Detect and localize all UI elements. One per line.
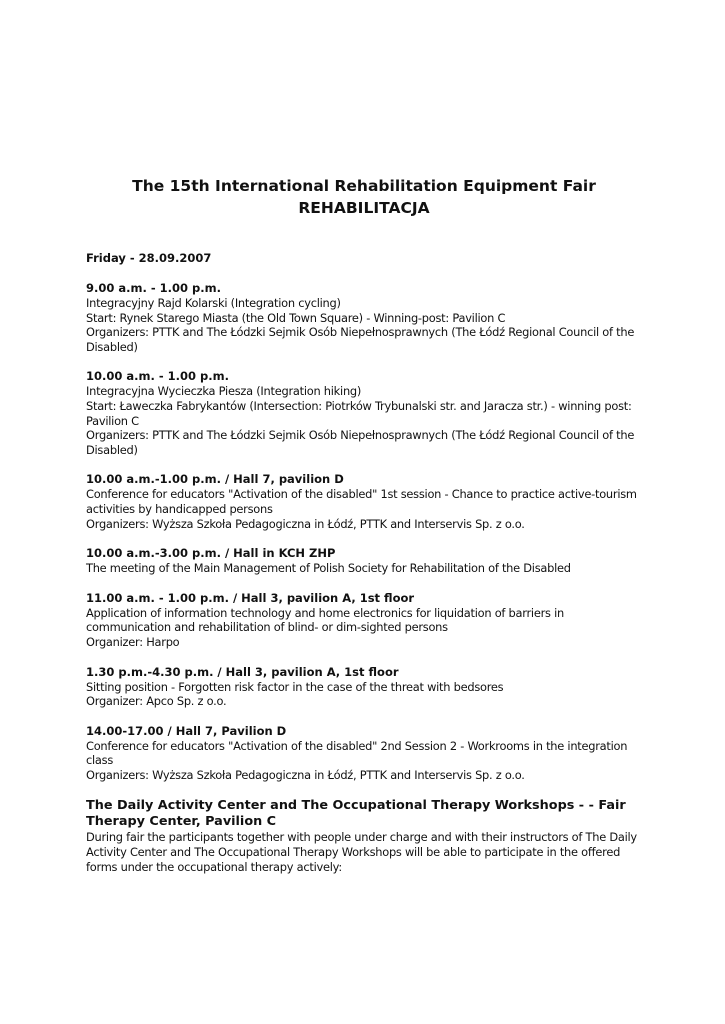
session-line: Organizers: Wyższa Szkoła Pedagogiczna in Łódź, PTTK and Interservis Sp. z o.o. — [86, 516, 525, 531]
session-item — [86, 724, 642, 783]
session-item — [86, 546, 642, 576]
session-time: 11.00 a.m. - 1.00 p.m. / Hall 3, pavilion A, 1st floor — [86, 590, 415, 605]
session-line: Organizers: PTTK and The Łódzki Sejmik Osób Niepełnosprawnych (The Łódź Regional Council of the Disabled) — [86, 428, 635, 457]
session-line: Organizers: Wyższa Szkoła Pedagogiczna in Łódź, PTTK and Interservis Sp. z o.o. — [86, 767, 525, 782]
session-line: Organizer: Apco Sp. z o.o. — [86, 694, 227, 709]
session-item — [86, 472, 642, 531]
session-time: 9.00 a.m. - 1.00 p.m. — [86, 281, 221, 295]
event-date: Friday - 28.09.2007 — [86, 251, 212, 265]
session-line: The meeting of the Main Management of Polish Society for Rehabilitation of the Disabled — [86, 561, 571, 576]
page-title — [80, 175, 648, 219]
session-list — [86, 281, 642, 782]
session-time: 10.00 a.m.-3.00 p.m. / Hall in KCH ZHP — [86, 546, 336, 561]
session-line: Start: Rynek Starego Miasta (the Old Town Square) - Winning-post: Pavilion C — [86, 310, 506, 325]
session-line: Integracyjna Wycieczka Piesza (Integration hiking) — [86, 384, 362, 399]
session-time: 14.00-17.00 / Hall 7, Pavilion D — [86, 723, 287, 738]
session-line: Conference for educators "Activation of the disabled" 2nd Session 2 - Workrooms in the integration class — [86, 738, 628, 768]
session-item — [86, 591, 642, 650]
session-line: Conference for educators "Activation of the disabled" 1st session - Chance to practice active-tourism activities by handicapped persons — [86, 487, 637, 516]
session-time: 10.00 a.m. - 1.00 p.m. — [86, 369, 229, 384]
session-item — [86, 281, 642, 354]
session-line: Integracyjny Rajd Kolarski (Integration cycling) — [86, 296, 341, 310]
daily-activity-section — [86, 798, 642, 874]
document-page — [86, 175, 642, 874]
session-item — [86, 369, 642, 457]
session-time: 10.00 a.m.-1.00 p.m. / Hall 7, pavilion D — [86, 472, 344, 487]
session-line: Sitting position - Forgotten risk factor in the case of the threat with bedsores — [86, 679, 504, 694]
daily-activity-heading: The Daily Activity Center and The Occupational Therapy Workshops - - Fair Therapy Center, Pavilion C — [86, 798, 626, 830]
session-time: 1.30 p.m.-4.30 p.m. / Hall 3, pavilion A, 1st floor — [86, 664, 399, 679]
session-line: Organizers: PTTK and The Łódzki Sejmik Osób Niepełnosprawnych (The Łódź Regional Council of the Disabled) — [86, 325, 635, 354]
title-line-1: The 15th International Rehabilitation Equipment Fair — [132, 177, 596, 195]
daily-activity-body: During fair the participants together with people under charge and with their instructors of The Daily Activity Center and The Occupational Therapy Workshops will be able to participate in the offered forms under the occupational therapy actively: — [86, 830, 637, 874]
session-line: Application of information technology and home electronics for liquidation of barriers in communication and rehabilitation of blind- or dim-sighted persons — [86, 605, 564, 635]
title-line-2: REHABILITACJA — [298, 199, 430, 217]
session-item — [86, 665, 642, 709]
session-line: Organizer: Harpo — [86, 634, 180, 649]
session-line: Start: Ławeczka Fabrykantów (Intersection: Piotrków Trybunalski str. and Jaracza str.) - winning post: Pavilion C — [86, 398, 632, 428]
